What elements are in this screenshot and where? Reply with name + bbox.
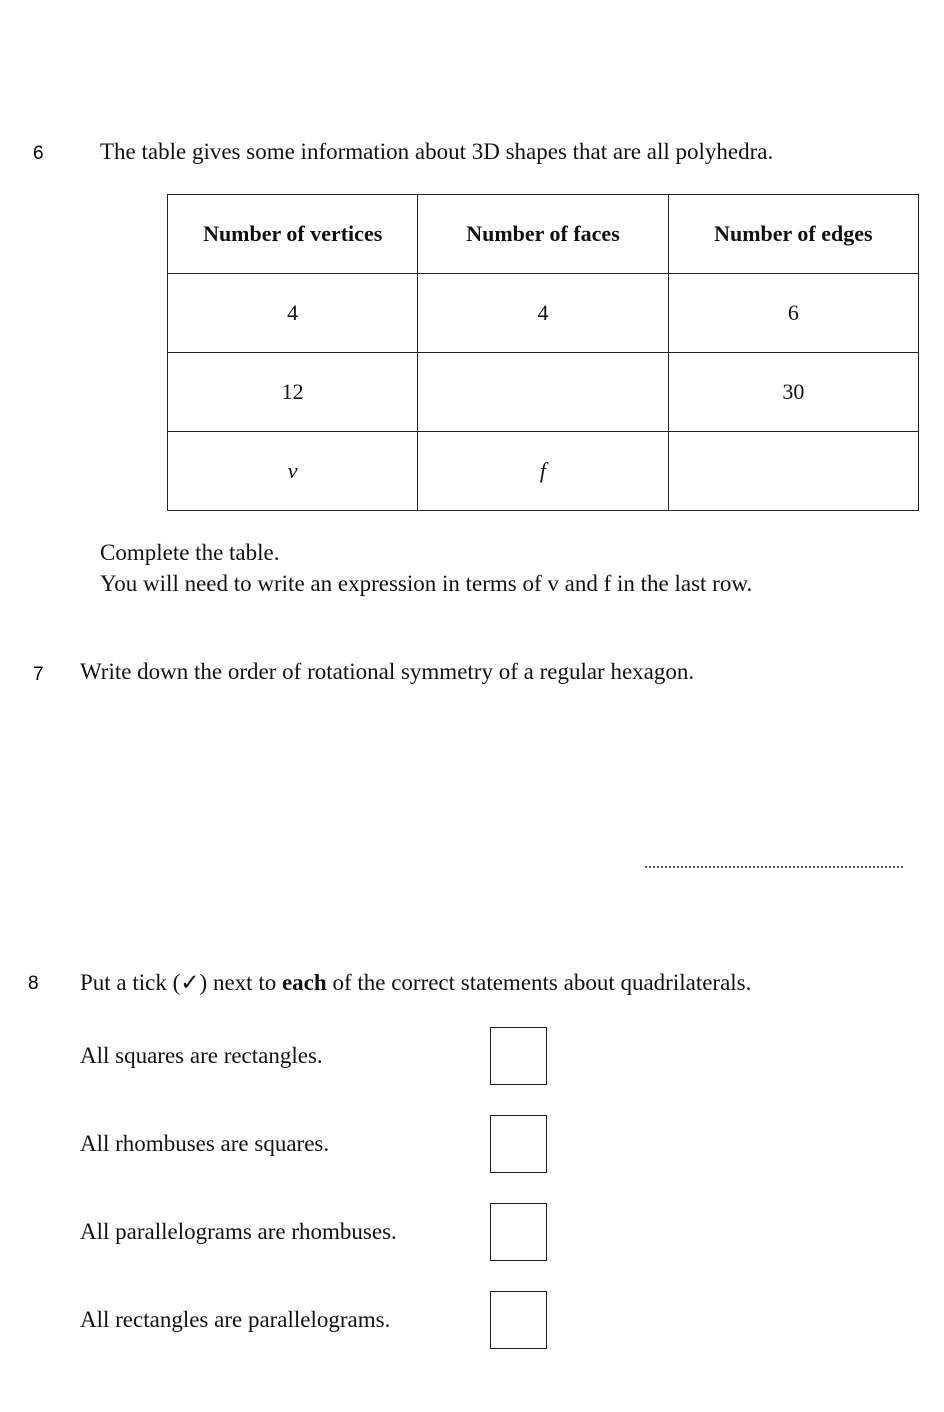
prompt-text: of the correct statements about quadrilaterals. [326,970,752,995]
question-number-8: 8 [28,973,39,994]
statement-rhombuses-squares: All rhombuses are squares. [80,1131,330,1156]
question-7-prompt: Write down the order of rotational symmetry of a regular hexagon. [80,659,695,684]
tick-box-3[interactable] [490,1203,547,1261]
tick-box-1[interactable] [490,1027,547,1085]
header-edges: Number of edges [668,195,918,274]
header-vertices: Number of vertices [168,195,418,274]
cell-faces: f [418,432,668,511]
cell-vertices: 12 [168,353,418,432]
answer-line[interactable] [645,866,903,868]
polyhedra-table [167,194,919,511]
question-6-instruction-1: Complete the table. [100,540,280,565]
statement-squares-rectangles: All squares are rectangles. [80,1043,323,1068]
statement-parallelograms-rhombuses: All parallelograms are rhombuses. [80,1219,397,1244]
statement-rectangles-parallelograms: All rectangles are parallelograms. [80,1307,391,1332]
prompt-text: Put a tick (✓) next to [80,970,282,995]
question-6-prompt: The table gives some information about 3D shapes that are all polyhedra. [100,139,774,164]
prompt-emphasis: each [281,970,327,995]
cell-edges: 30 [668,353,918,432]
tick-box-4[interactable] [490,1291,547,1349]
cell-vertices: v [168,432,418,511]
question-8-prompt [80,970,751,996]
table-row [168,353,919,432]
table-header-row [168,195,919,274]
table-row [168,274,919,353]
header-faces: Number of faces [418,195,668,274]
cell-faces: 4 [418,274,668,353]
question-number-6: 6 [33,143,44,164]
answer-cell-edges[interactable] [668,432,918,511]
tick-box-2[interactable] [490,1115,547,1173]
cell-edges: 6 [668,274,918,353]
cell-vertices: 4 [168,274,418,353]
answer-cell-faces[interactable] [418,353,668,432]
question-6-instruction-2: You will need to write an expression in terms of v and f in the last row. [100,571,753,596]
table-row [168,432,919,511]
question-number-7: 7 [33,664,44,685]
